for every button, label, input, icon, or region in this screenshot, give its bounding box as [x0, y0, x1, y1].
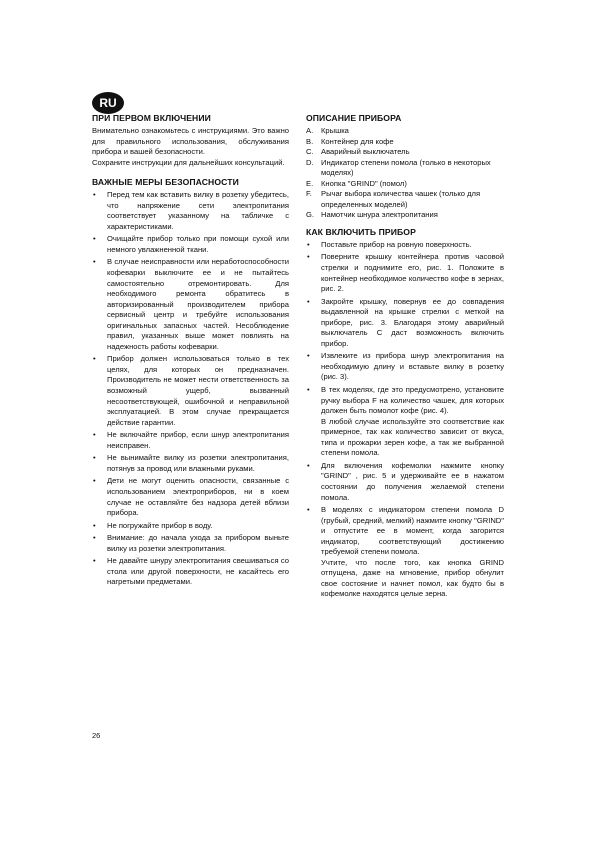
list-item-note: В любой случае используйте это соответствие как примерное, так как количество зависит от вкуса, типа и прожарки зерен кофе, а так же выбранной степени помола.	[321, 416, 504, 458]
right-column	[306, 113, 504, 602]
list-item: • Перед тем как вставить вилку в розетку убедитесь, что напряжение сети электропитания соответствует указанному на табличке с характеристиками.	[93, 190, 289, 231]
list-item: • Не давайте шнуру электропитания свешиваться со стола или другой поверхности, не касайтесь его нагретыми предметами.	[93, 556, 289, 587]
list-item: F. Рычаг выбора количества чашек (только для определенных моделей)	[306, 189, 481, 209]
list-item: • Дети не могут оценить опасности, связанные с использованием электроприборов, ни в коем случае не оставляйте без надзора детей вблизи прибора.	[93, 476, 289, 518]
operation-list	[306, 240, 504, 600]
list-item: D. Индикатор степени помола (только в некоторых моделях)	[306, 157, 491, 178]
list-item-note: Учтите, что после того, как кнопка GRIND отпущена, даже на мгновение, прибор обнулит свое состояние и начнет помол, как будто бы в кофемолке находятся целые зерна.	[321, 557, 504, 599]
list-item: • Закройте крышку, повернув ее до совпадения выдавленной на крышке стрелки с меткой на приборе, рис. 3. Благодаря этому аварийный выключатель C даст возможность включить прибор.	[307, 296, 504, 348]
list-item: • Не вынимайте вилку из розетки электропитания, потянув за провод или влажными руками.	[93, 453, 289, 473]
list-item: B. Контейнер для кофе	[306, 136, 394, 146]
list-item: A. Крышка	[306, 126, 349, 135]
list-item: G. Намотчик шнура электропитания	[306, 210, 438, 220]
list-item: E. Кнопка "GRIND" (помол)	[306, 178, 407, 188]
parts-list	[306, 126, 504, 221]
list-item: • Для включения кофемолки нажмите кнопку "GRIND" , рис. 5 и удерживайте ее в нажатом состоянии до получения желаемой степени помола.	[307, 460, 504, 502]
list-item: • Очищайте прибор только при помощи сухой или немного увлажненной ткани.	[93, 234, 289, 254]
list-item: • В случае неисправности или неработоспособности кофеварки выключите ее и не пытайтесь самостоятельно отремонтировать. Для необходимого ремонта обратитесь в авторизированный производителем прибора сервисный центр и требуйте использования оригинальных запасных частей. Несоблюдение правил, указанных выше может повлиять на надежность работы кофеварки.	[93, 257, 289, 351]
section-heading-description: ОПИСАНИЕ ПРИБОРА	[306, 113, 402, 123]
intro-paragraph-2: Сохраните инструкции для дальнейших консультаций.	[92, 157, 285, 167]
section-heading-first-use: ПРИ ПЕРВОМ ВКЛЮЧЕНИИ	[92, 113, 211, 123]
list-item: • Не включайте прибор, если шнур электропитания неисправен.	[93, 430, 289, 450]
list-item: • Прибор должен использоваться только в тех целях, для которых он предназначен. Производитель не может нести ответственность за возможный ущерб, вызванный несоответствующей, ошибочной и неправильной эксплуатацией. В этом случае прекращается действие гарантии.	[93, 354, 289, 427]
list-item: • Не погружайте прибор в воду.	[93, 520, 213, 530]
list-item: • В моделях с индикатором степени помола D (грубый, средний, мелкий) нажмите кнопку "GRIND" и отпустите ее в момент, когда загорится индикатор, соответствующий достижению требуемой степени помола. Учтите, что после того, как кнопка GRIND отпущена, даже на мгновение, прибор обнулит свое состояние и начнет помол, как будто бы в кофемолке находятся целые зерна.	[307, 505, 504, 599]
intro-paragraph: Внимательно ознакомьтесь с инструкциями. Это важно для правильного использования, обслуживания прибора и вашей безопасности.	[92, 126, 289, 157]
list-item: • Поставьте прибор на ровную поверхность.	[307, 239, 472, 249]
page-number: 26	[92, 731, 101, 740]
list-item: • Внимание: до начала ухода за прибором выньте вилку из розетки электропитания.	[93, 533, 289, 553]
list-item: • В тех моделях, где это предусмотрено, установите ручку выбора F на количество чашек, для которых должен быть помолот кофе (рис. 4). В любой случае используйте это соответствие как примерное, так как количество зависит от вкуса, типа и прожарки зерен кофе, а так же выбранной степени помола.	[307, 385, 504, 458]
list-item: C. Аварийный выключатель	[306, 147, 410, 157]
language-badge: RU	[92, 92, 124, 114]
list-item: • Поверните крышку контейнера против часовой стрелки и поднимите его, рис. 1. Положите в контейнер необходимое количество кофе в зернах, рис. 2.	[307, 252, 504, 294]
safety-list	[92, 190, 289, 588]
section-heading-safety: ВАЖНЫЕ МЕРЫ БЕЗОПАСНОСТИ	[92, 177, 239, 188]
section-heading-how-to-start: КАК ВКЛЮЧИТЬ ПРИБОР	[306, 226, 416, 237]
list-item: • Извлеките из прибора шнур электропитания на необходимую длину и вставьте вилку в розетку (рис. 3).	[307, 351, 504, 382]
left-column	[92, 113, 289, 590]
